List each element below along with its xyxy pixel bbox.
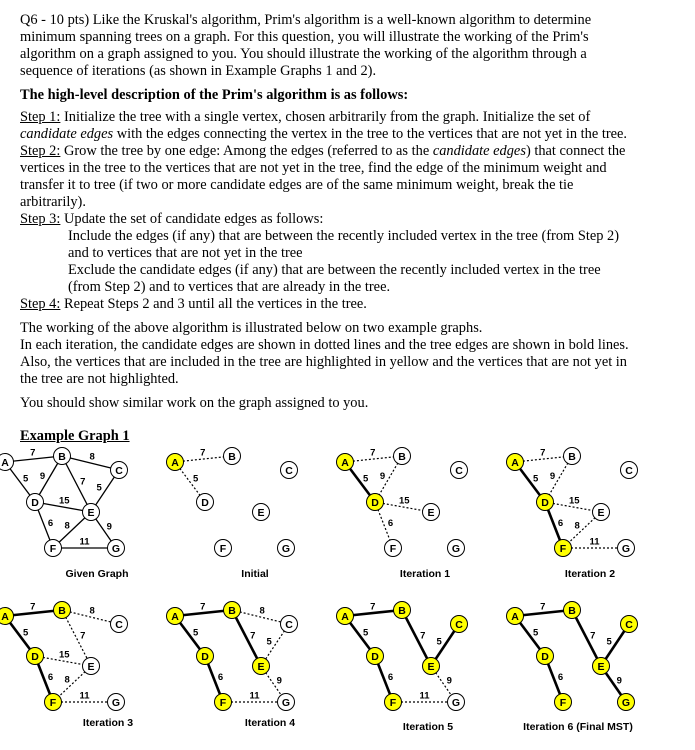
vertex-label-D: D bbox=[31, 496, 39, 509]
edge-weight-BC: 8 bbox=[89, 451, 95, 463]
edge-weight-DE: 15 bbox=[398, 495, 410, 507]
panel-caption: Iteration 4 bbox=[244, 717, 296, 729]
intro-line-2: minimum spanning trees on a graph. For this question, you will illustrate the working of the Prim's bbox=[20, 29, 589, 45]
vertex-label-D: D bbox=[541, 650, 549, 663]
graph-panel-3 bbox=[337, 448, 468, 581]
edge-weight-DE: 15 bbox=[58, 649, 70, 661]
edge-weight-BE: 7 bbox=[590, 630, 596, 642]
step-3-line-1 bbox=[20, 211, 323, 228]
edge-BE bbox=[232, 610, 261, 666]
graph-panel-8 bbox=[507, 602, 638, 734]
vertex-label-B: B bbox=[228, 604, 236, 617]
vertex-label-E: E bbox=[87, 660, 95, 673]
vertex-label-D: D bbox=[201, 496, 209, 509]
vertex-label-F: F bbox=[559, 542, 567, 555]
vertex-label-F: F bbox=[389, 696, 397, 709]
example-graph-heading: Example Graph 1 bbox=[20, 428, 130, 444]
graph-panel-1 bbox=[0, 448, 129, 581]
vertex-label-F: F bbox=[559, 696, 567, 709]
vertex-label-A: A bbox=[171, 610, 179, 623]
working-line-3: Also, the vertices that are included in the tree are highlighted in yellow and the vertices that are not yet in bbox=[20, 354, 627, 370]
vertex-label-E: E bbox=[257, 660, 265, 673]
edge-weight-DF: 6 bbox=[557, 671, 564, 683]
edge-weight-DE: 15 bbox=[568, 495, 580, 507]
vertex-label-F: F bbox=[219, 696, 227, 709]
vertex-label-E: E bbox=[597, 506, 605, 519]
edge-weight-EF: 8 bbox=[574, 520, 580, 532]
step-2-line-2: vertices in the tree to the vertices that are not yet in the tree, find the edge of the minimum weight and bbox=[20, 160, 607, 176]
panel-caption: Initial bbox=[241, 568, 269, 580]
vertex-label-C: C bbox=[115, 464, 123, 477]
vertex-label-A: A bbox=[511, 456, 519, 469]
edge-weight-CE: 5 bbox=[606, 636, 612, 648]
intro-line-1: Q6 - 10 pts) Like the Kruskal's algorithm, Prim's algorithm is a well-known algorithm to determine bbox=[20, 12, 592, 28]
vertex-label-A: A bbox=[511, 610, 519, 623]
step-2-text: Grow the tree by one edge: Among the edges (referred to as the bbox=[60, 143, 433, 159]
vertex-label-A: A bbox=[341, 456, 349, 469]
edge-weight-AB: 7 bbox=[540, 601, 546, 613]
panel-caption: Iteration 2 bbox=[564, 568, 616, 580]
step-2-line-4: arbitrarily). bbox=[20, 194, 86, 210]
vertex-label-G: G bbox=[451, 542, 461, 555]
vertex-label-E: E bbox=[427, 506, 435, 519]
edge-weight-FG: 11 bbox=[79, 690, 90, 702]
edge-weight-AD: 5 bbox=[192, 473, 199, 485]
edge-weight-EF: 8 bbox=[64, 674, 70, 686]
edge-weight-AB: 7 bbox=[370, 447, 376, 459]
step-3-line-2: Include the edges (if any) that are between the recently included vertex in the tree (from Step 2) bbox=[68, 228, 620, 244]
working-line-1: The working of the above algorithm is illustrated below on two example graphs. bbox=[20, 320, 483, 336]
step-4-line bbox=[20, 296, 367, 313]
edge-weight-EG: 9 bbox=[106, 521, 112, 533]
edge-weight-DF: 6 bbox=[387, 671, 394, 683]
vertex-label-G: G bbox=[621, 542, 631, 555]
vertex-label-B: B bbox=[58, 450, 66, 463]
edge-weight-BE: 7 bbox=[250, 630, 256, 642]
edge-weight-CE: 5 bbox=[436, 636, 442, 648]
step-3-label: Step 3: bbox=[20, 211, 61, 227]
step-1-line-2 bbox=[20, 126, 627, 143]
panel-caption: Iteration 3 bbox=[82, 717, 134, 729]
vertex-label-D: D bbox=[201, 650, 209, 663]
step-2-label: Step 2: bbox=[20, 143, 61, 159]
edge-weight-DF: 6 bbox=[387, 517, 394, 529]
candidate-edges-term-2: candidate edges bbox=[432, 143, 526, 159]
vertex-label-C: C bbox=[625, 464, 633, 477]
edge-weight-AD: 5 bbox=[22, 473, 29, 485]
vertex-label-C: C bbox=[625, 618, 633, 631]
vertex-label-B: B bbox=[568, 450, 576, 463]
edge-weight-BD: 9 bbox=[39, 470, 46, 482]
edge-BE bbox=[402, 610, 431, 666]
vertex-label-E: E bbox=[87, 506, 95, 519]
edge-weight-AD: 5 bbox=[362, 627, 369, 639]
edge-weight-AB: 7 bbox=[370, 601, 376, 613]
graph-panel-4 bbox=[507, 448, 638, 581]
vertex-label-E: E bbox=[257, 506, 265, 519]
step-4-label: Step 4: bbox=[20, 296, 61, 312]
edge-weight-AD: 5 bbox=[22, 627, 29, 639]
edge-weight-DF: 6 bbox=[217, 671, 224, 683]
edge-weight-AB: 7 bbox=[200, 447, 206, 459]
edge-weight-FG: 11 bbox=[589, 536, 600, 548]
edge-BE bbox=[572, 610, 601, 666]
graph-panel-2 bbox=[167, 448, 298, 581]
description-heading: The high-level description of the Prim's algorithm is as follows: bbox=[20, 87, 409, 103]
edge-weight-AB: 7 bbox=[200, 601, 206, 613]
step-3-line-3: and to vertices that are not yet in the tree bbox=[68, 245, 303, 261]
edge-weight-AB: 7 bbox=[540, 447, 546, 459]
edge-weight-AD: 5 bbox=[362, 473, 369, 485]
edge-weight-BD: 9 bbox=[379, 470, 386, 482]
step-3-text: Update the set of candidate edges as follows: bbox=[60, 211, 324, 227]
edge-weight-AD: 5 bbox=[532, 627, 539, 639]
working-line-4: the tree are not highlighted. bbox=[20, 371, 179, 387]
edge-weight-DF: 6 bbox=[47, 517, 54, 529]
edge-weight-EG: 9 bbox=[446, 675, 452, 687]
vertex-label-C: C bbox=[285, 618, 293, 631]
vertex-label-B: B bbox=[398, 604, 406, 617]
vertex-label-G: G bbox=[451, 696, 461, 709]
graph-panel-7 bbox=[337, 602, 468, 734]
vertex-label-F: F bbox=[49, 696, 57, 709]
panel-caption: Iteration 6 (Final MST) bbox=[523, 721, 633, 733]
vertex-label-B: B bbox=[58, 604, 66, 617]
edge-weight-BE: 7 bbox=[80, 630, 86, 642]
panel-caption: Given Graph bbox=[65, 568, 129, 580]
step-1-label: Step 1: bbox=[20, 109, 61, 125]
vertex-label-A: A bbox=[341, 610, 349, 623]
vertex-label-D: D bbox=[541, 496, 549, 509]
vertex-label-A: A bbox=[1, 456, 9, 469]
step-1-text-rest: with the edges connecting the vertex in the tree to the vertices that are not yet in the tree. bbox=[113, 126, 627, 142]
edge-weight-AB: 7 bbox=[30, 601, 36, 613]
step-1-line-1 bbox=[20, 109, 590, 126]
vertex-label-A: A bbox=[171, 456, 179, 469]
edge-weight-FG: 11 bbox=[249, 690, 260, 702]
vertex-label-A: A bbox=[1, 610, 9, 623]
vertex-label-C: C bbox=[455, 618, 463, 631]
graph-panel-5 bbox=[0, 602, 133, 730]
step-3-line-4: Exclude the candidate edges (if any) that are between the recently included vertex in the tree bbox=[68, 262, 601, 278]
edge-weight-EF: 8 bbox=[64, 520, 70, 532]
step-2-text-rest: ) that connect the bbox=[525, 143, 626, 159]
step-3-line-5: (from Step 2) and to vertices that are already in the tree. bbox=[68, 279, 391, 295]
vertex-label-D: D bbox=[371, 496, 379, 509]
vertex-label-B: B bbox=[568, 604, 576, 617]
vertex-label-C: C bbox=[285, 464, 293, 477]
vertex-label-C: C bbox=[115, 618, 123, 631]
vertex-label-G: G bbox=[111, 696, 121, 709]
step-4-text: Repeat Steps 2 and 3 until all the vertices in the tree. bbox=[60, 296, 367, 312]
edge-weight-CE: 5 bbox=[96, 482, 102, 494]
edge-weight-FG: 11 bbox=[79, 536, 90, 548]
vertex-label-F: F bbox=[389, 542, 397, 555]
vertex-label-F: F bbox=[49, 542, 57, 555]
edge-weight-BD: 9 bbox=[549, 470, 556, 482]
vertex-label-E: E bbox=[427, 660, 435, 673]
vertex-label-D: D bbox=[31, 650, 39, 663]
vertex-label-E: E bbox=[597, 660, 605, 673]
edge-weight-BE: 7 bbox=[80, 476, 86, 488]
vertex-label-B: B bbox=[398, 450, 406, 463]
edge-weight-BC: 8 bbox=[259, 605, 265, 617]
vertex-label-D: D bbox=[371, 650, 379, 663]
edge-weight-DF: 6 bbox=[47, 671, 54, 683]
vertex-label-G: G bbox=[281, 696, 291, 709]
example-graphs-figure bbox=[0, 440, 695, 746]
vertex-label-F: F bbox=[219, 542, 227, 555]
working-line-2: In each iteration, the candidate edges are shown in dotted lines and the tree edges are shown in bold lines. bbox=[20, 337, 629, 353]
panel-caption: Iteration 1 bbox=[399, 568, 451, 580]
panel-caption: Iteration 5 bbox=[402, 721, 454, 733]
edge-weight-DF: 6 bbox=[557, 517, 564, 529]
vertex-label-G: G bbox=[281, 542, 291, 555]
edge-weight-FG: 11 bbox=[419, 690, 430, 702]
step-2-line-3: transfer it to tree (if two or more candidate edges are of the same minimum weight, break the tie bbox=[20, 177, 574, 193]
step-2-line-1 bbox=[20, 143, 625, 160]
intro-line-3: algorithm on a graph assigned to you. You should illustrate the working of the algorithm through a bbox=[20, 46, 587, 62]
candidate-edges-term: candidate edges bbox=[20, 126, 114, 142]
edge-weight-AB: 7 bbox=[30, 447, 36, 459]
step-1-text: Initialize the tree with a single vertex, chosen arbitrarily from the graph. Initialize the set of bbox=[60, 109, 591, 125]
similar-work-note: You should show similar work on the graph assigned to you. bbox=[20, 395, 369, 411]
vertex-label-G: G bbox=[621, 696, 631, 709]
vertex-label-G: G bbox=[111, 542, 121, 555]
vertex-label-B: B bbox=[228, 450, 236, 463]
edge-weight-AD: 5 bbox=[532, 473, 539, 485]
edge-weight-BC: 8 bbox=[89, 605, 95, 617]
edge-weight-EG: 9 bbox=[616, 675, 622, 687]
edge-weight-BE: 7 bbox=[420, 630, 426, 642]
intro-line-4: sequence of iterations (as shown in Example Graphs 1 and 2). bbox=[20, 63, 377, 79]
edge-weight-AD: 5 bbox=[192, 627, 199, 639]
edge-weight-DE: 15 bbox=[58, 495, 70, 507]
vertex-label-C: C bbox=[455, 464, 463, 477]
edge-weight-EG: 9 bbox=[276, 675, 282, 687]
edge-weight-CE: 5 bbox=[266, 636, 272, 648]
graph-panel-6 bbox=[167, 602, 298, 730]
